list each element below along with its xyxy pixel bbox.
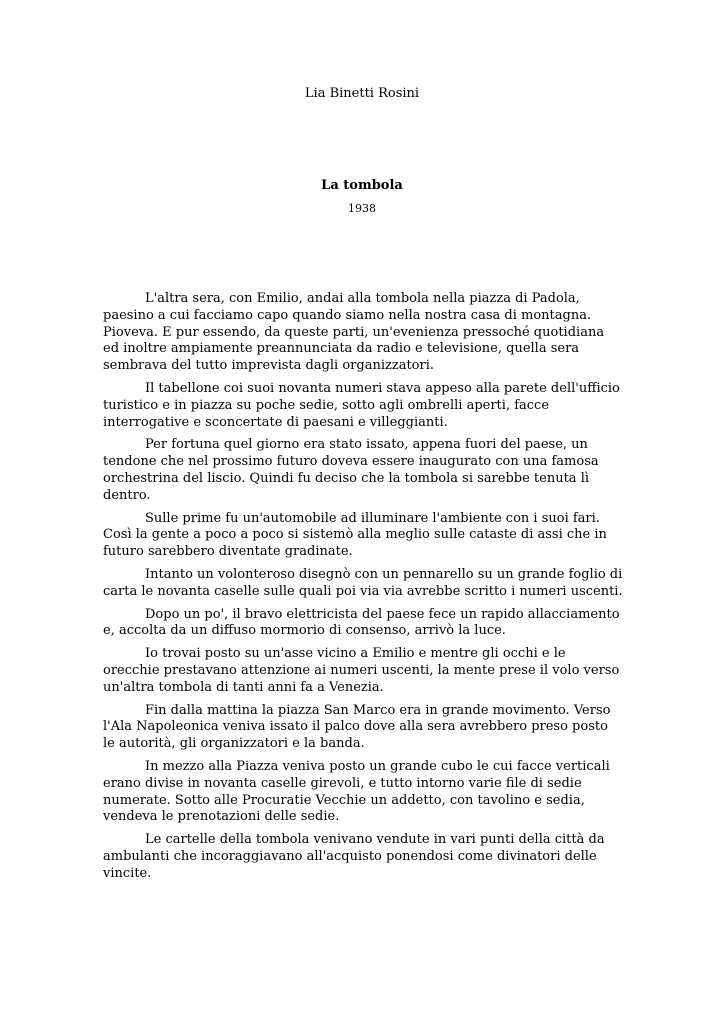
paragraph: L'altra sera, con Emilio, andai alla tombola nella piazza di Padola, paesino a cui facciamo capo quando siamo nella nostra casa di montagna. Pioveva. E pur essendo, da queste parti, un'evenienza pressoché quotidiana ed inoltre ampiamente preannunciata da radio e televisione, quella sera sembrava del tutto imprevista dagli organizzatori. (103, 291, 605, 374)
paragraph: Per fortuna quel giorno era stato issato, appena fuori del paese, un tendone che nel prossimo futuro doveva essere inaugurato con una famosa orchestrina del liscio. Quindi fu deciso che la tombola si sarebbe tenuta lì dentro. (103, 437, 599, 503)
paragraph: Intanto un volonteroso disegnò con un pennarello su un grande foglio di carta le novanta caselle sulle quali poi via via avrebbe scritto i numeri uscenti. (103, 566, 623, 599)
author-name: Lia Binetti Rosini (304, 86, 420, 101)
paragraph: Sulle prime fu un'automobile ad illuminare l'ambiente con i suoi fari. Così la gente a poco a poco si sistemò alla meglio sulle cataste di assi che in futuro sarebbero diventate gradinate. (103, 510, 607, 560)
paragraph: Io trovai posto su un'asse vicino a Emilio e mentre gli occhi e le orecchie prestavano attenzione ai numeri uscenti, la mente prese il volo verso un'altra tombola di tanti anni fa a Venezia. (103, 646, 620, 695)
document-year: 1938 (348, 202, 376, 215)
body-text (103, 291, 623, 889)
paragraph: Dopo un po', il bravo elettricista del paese fece un rapido allacciamento e, accolta da un diffuso mormorio di consenso, arrivò la luce. (103, 606, 620, 639)
paragraph: In mezzo alla Piazza veniva posto un grande cubo le cui facce verticali erano divise in novanta caselle girevoli, e tutto intorno varie file di sedie numerate. Sotto alle Procuratie Vecchie un addetto, con tavolino e sedia, vendeva le prenotazioni delle sedie. (103, 758, 610, 825)
paragraph: Fin dalla mattina la piazza San Marco era in grande movimento. Verso l'Ala Napoleonica veniva issato il palco dove alla sera avrebbero preso posto le autorità, gli organizzatori e la banda. (103, 702, 611, 752)
paragraph: Il tabellone coi suoi novanta numeri stava appeso alla parete dell'ufficio turistico e in piazza su poche sedie, sotto agli ombrelli aperti, facce interrogative e sconcertate di paesani e villeggianti. (103, 380, 620, 430)
document-title: La tombola (321, 178, 403, 193)
paragraph: Le cartelle della tombola venivano vendute in vari punti della città da ambulanti che incoraggiavano all'acquisto ponendosi come divinatori delle vincite. (103, 832, 605, 881)
